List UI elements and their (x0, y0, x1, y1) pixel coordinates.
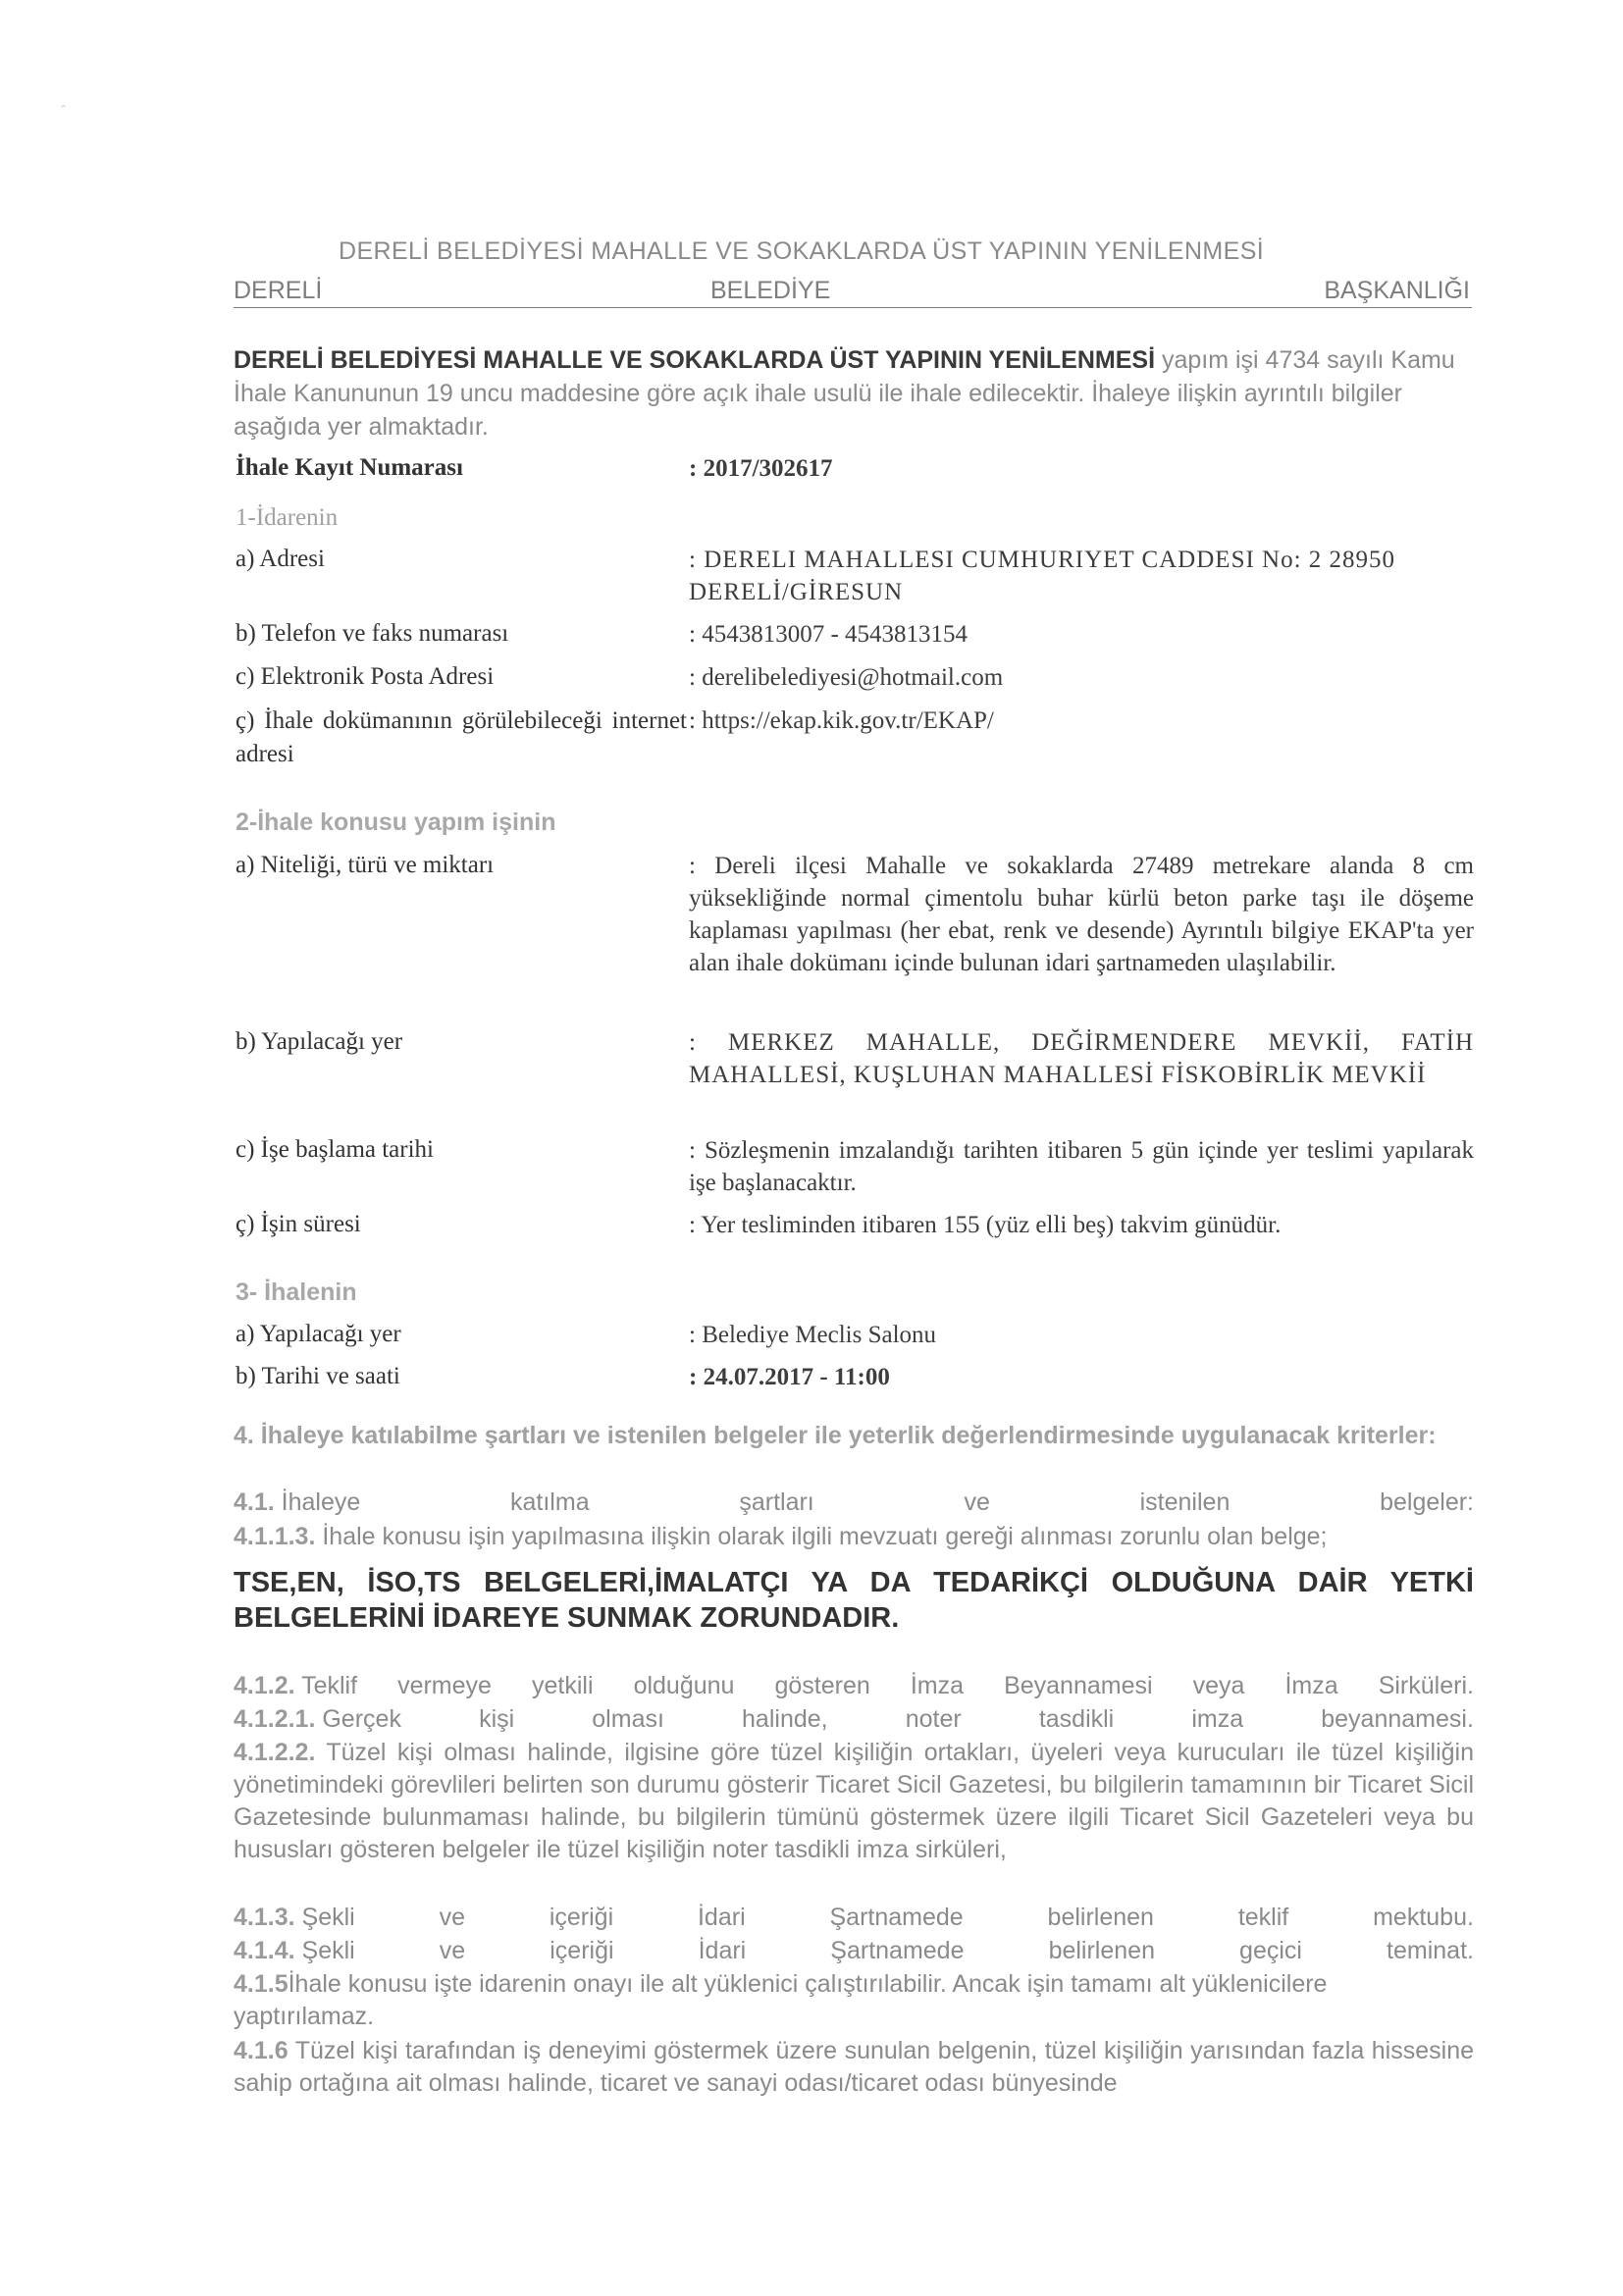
word: istenilen (1139, 1488, 1230, 1516)
para-4-1-2 (234, 1670, 1474, 1702)
para-4-1-2-1 (234, 1703, 1474, 1736)
para-4-1-2-1-number: 4.1.2.1. (234, 1705, 316, 1733)
word: belirlenen (1047, 1904, 1154, 1931)
word: tasdikli (1038, 1705, 1115, 1733)
section1-b-label: b) Telefon ve faks numarası (236, 620, 509, 647)
section2-d-value: : Yer tesliminden itibaren 155 (yüz elli beş) takvim günüdür. (689, 1212, 1282, 1238)
para-4-1-1-3-text: İhale konusu işin yapılmasına ilişkin olarak ilgili mevzuatı gereği alınması zorunlu olan belge; (315, 1523, 1328, 1550)
word: beyannamesi. (1321, 1705, 1474, 1733)
word: şartları (739, 1488, 814, 1516)
para-4-1-1-3-number: 4.1.1.3. (234, 1523, 316, 1550)
word: Teklif (301, 1672, 358, 1699)
word: halinde, (742, 1705, 828, 1733)
section4-title: 4. İhaleye katılabilme şartları ve istenilen belgeler ile yeterlik değerlendirmesinde uygulanacak kriterler: (234, 1422, 1437, 1449)
word: gösteren (774, 1672, 870, 1699)
word: Gerçek (322, 1705, 401, 1733)
para-4-1-3-number: 4.1.3. (234, 1904, 295, 1931)
word: içeriği (550, 1937, 614, 1964)
section2-b-value: : MERKEZ MAHALLE, DEĞİRMENDERE MEVKİİ, FATİH MAHALLESİ, KUŞLUHAN MAHALLESİ FİSKOBİRLİK MEVKİİ (689, 1029, 1474, 1088)
word: imza (1191, 1705, 1244, 1733)
word: yetkili (532, 1672, 594, 1699)
section3-b-value: : 24.07.2017 - 11:00 (689, 1364, 890, 1390)
header-right: BAŞKANLIĞI (1324, 277, 1470, 304)
section1-b-value: : 4543813007 - 4543813154 (689, 621, 969, 648)
word: Şartnamede (830, 1937, 965, 1964)
header-left: DERELİ (234, 277, 323, 304)
section2-title: 2-İhale konusu yapım işinin (236, 809, 556, 836)
word: veya (1192, 1672, 1245, 1699)
para-4-1-2-2-number: 4.1.2.2. (234, 1739, 316, 1766)
para-4-1-4 (234, 1935, 1474, 1967)
para-4-1-1-3 (234, 1521, 1474, 1553)
word: Sirküleri. (1378, 1672, 1474, 1699)
word: içeriği (549, 1904, 614, 1931)
section1-c-label: c) Elektronik Posta Adresi (236, 663, 495, 690)
section3-a-label: a) Yapılacağı yer (236, 1321, 401, 1347)
word: ve (439, 1904, 465, 1931)
word: Şartnamede (829, 1904, 964, 1931)
section2-a-value: : Dereli ilçesi Mahalle ve sokaklarda 27489 metrekare alanda 8 cm yüksekliğinde normal çimentolu buhar kürlü beton parke taşı ile döşeme kaplaması yapılması (her ebat, renk ve desende) Ayrıntılı bilgiye EKAP'ta yer alan ihale dokümanı içinde bulunan idari şartnameden ulaşılabilir. (689, 853, 1474, 976)
word: teklif (1237, 1904, 1289, 1931)
intro-bold: DERELİ BELEDİYESİ MAHALLE VE SOKAKLARDA ÜST YAPININ YENİLENMESİ (234, 346, 1156, 374)
para-4-1-2-number: 4.1.2. (234, 1672, 295, 1699)
section2-c-value: : Sözleşmenin imzalandığı tarihten itibaren 5 gün içinde yer teslimi yapılarak işe başlanacaktır. (689, 1137, 1474, 1196)
word: teminat. (1387, 1937, 1474, 1964)
word: İhaleye (281, 1488, 361, 1516)
intro-paragraph (234, 343, 1472, 444)
para-4-1 (234, 1487, 1474, 1519)
word: İdari (697, 1904, 746, 1931)
para-4-1-4-number: 4.1.4. (234, 1937, 295, 1964)
para-4-1-number: 4.1. (234, 1488, 275, 1516)
word: Beyannamesi (1004, 1672, 1153, 1699)
registry-value: : 2017/302617 (689, 455, 833, 482)
para-4-1-6 (234, 2035, 1474, 2100)
section2-c-label: c) İşe başlama tarihi (236, 1136, 434, 1163)
word: kişi (479, 1705, 515, 1733)
word: ve (439, 1937, 466, 1964)
para-4-1-line (234, 1487, 1474, 1519)
section1-d-label: ç) İhale dokümanının görülebileceği internet adresi (236, 707, 687, 767)
section1-d-value: : https://ekap.kik.gov.tr/EKAP/ (689, 707, 994, 734)
section3-b-label: b) Tarihi ve saati (236, 1363, 400, 1389)
para-4-1-4-line (234, 1935, 1474, 1967)
word: ve (964, 1488, 990, 1516)
section1-a-value: : DERELI MAHALLESI CUMHURIYET CADDESI No: 2 28950 DERELİ/GİRESUN (689, 547, 1396, 605)
word: olduğunu (633, 1672, 735, 1699)
word: geçici (1239, 1937, 1302, 1964)
section3-a-value: : Belediye Meclis Salonu (689, 1322, 937, 1348)
registry-label: İhale Kayıt Numarası (236, 454, 463, 481)
para-4-1-5-number: 4.1.5 (234, 1970, 288, 1998)
para-4-1-6-number: 4.1.6 (234, 2037, 288, 2064)
para-4-1-3 (234, 1902, 1474, 1934)
section2-d-label: ç) İşin süresi (236, 1211, 361, 1237)
section2-b-label: b) Yapılacağı yer (236, 1028, 403, 1055)
section1-a-label: a) Adresi (236, 546, 325, 572)
para-4-1-5-text: İhale konusu işte idarenin onayı ile alt yüklenici çalıştırılabilir. Ancak işin tamamı alt yüklenicilere yaptırılamaz. (234, 1970, 1328, 2030)
section1-c-value: : derelibelediyesi@hotmail.com (689, 664, 1004, 691)
para-4-1-3-line (234, 1902, 1474, 1934)
word: Şekli (301, 1904, 355, 1931)
para-4-1-2-2-text: Tüzel kişi olması halinde, ilgisine göre tüzel kişiliğin ortakları, üyeleri veya kurucuları ile tüzel kişiliğin yönetimindeki görevlileri belirten son durumu gösterir Ticaret Sicil Gazetesi, bu bilgilerin tamamının bir Ticaret Sicil Gazetesinde bulunmaması halinde, bu bilgilerin tümünü göstermek üzere ilgili Ticaret Sicil Gazeteleri veya bu hususları gösteren belgeler ile tüzel kişiliğin noter tasdikli imza sirküleri, (234, 1739, 1474, 1863)
word: vermeye (397, 1672, 492, 1699)
header-center: BELEDİYE (710, 277, 831, 304)
para-4-1-1-3-required-docs: TSE,EN, İSO,TS BELGELERİ,İMALATÇI YA DA TEDARİKÇİ OLDUĞUNA DAİR YETKİ BELGELERİNİ İDAREYE SUNMAK ZORUNDADIR. (234, 1567, 1474, 1634)
para-4-1-2-line (234, 1670, 1474, 1702)
word: noter (905, 1705, 962, 1733)
section3-title: 3- İhalenin (236, 1278, 357, 1306)
word: katılma (510, 1488, 590, 1516)
para-4-1-2-2 (234, 1737, 1474, 1866)
word: İdari (698, 1937, 747, 1964)
intro-text: yapım işi 4734 sayılı Kamu İhale Kanununun 19 uncu maddesine göre açık ihale usulü ile ihale edilecektir. İhaleye ilişkin ayrıntılı bilgiler aşağıda yer almaktadır. (234, 346, 1455, 441)
section1-title: 1-İdarenin (236, 504, 339, 531)
para-4-1-6-text: Tüzel kişi tarafından iş deneyimi göstermek üzere sunulan belgenin, tüzel kişiliğin yarısından fazla hissesine sahip ortağına ait olması halinde, ticaret ve sanayi odası/ticaret odası bünyesinde (234, 2037, 1474, 2097)
header-title: DERELİ BELEDİYESİ MAHALLE VE SOKAKLARDA ÜST YAPININ YENİLENMESİ (339, 237, 1265, 265)
word: Şekli (301, 1937, 355, 1964)
word: olması (592, 1705, 664, 1733)
para-4-1-5 (234, 1968, 1474, 2033)
word: İmza (1284, 1672, 1338, 1699)
word: İmza (910, 1672, 965, 1699)
section2-a-label: a) Niteliği, türü ve miktarı (236, 852, 495, 878)
para-4-1-2-1-line (234, 1703, 1474, 1736)
word: mektubu. (1373, 1904, 1474, 1931)
header-rule (234, 307, 1472, 308)
scan-artifact-mark: ˆ (61, 104, 67, 121)
word: belgeler: (1380, 1488, 1474, 1516)
word: belirlenen (1048, 1937, 1155, 1964)
